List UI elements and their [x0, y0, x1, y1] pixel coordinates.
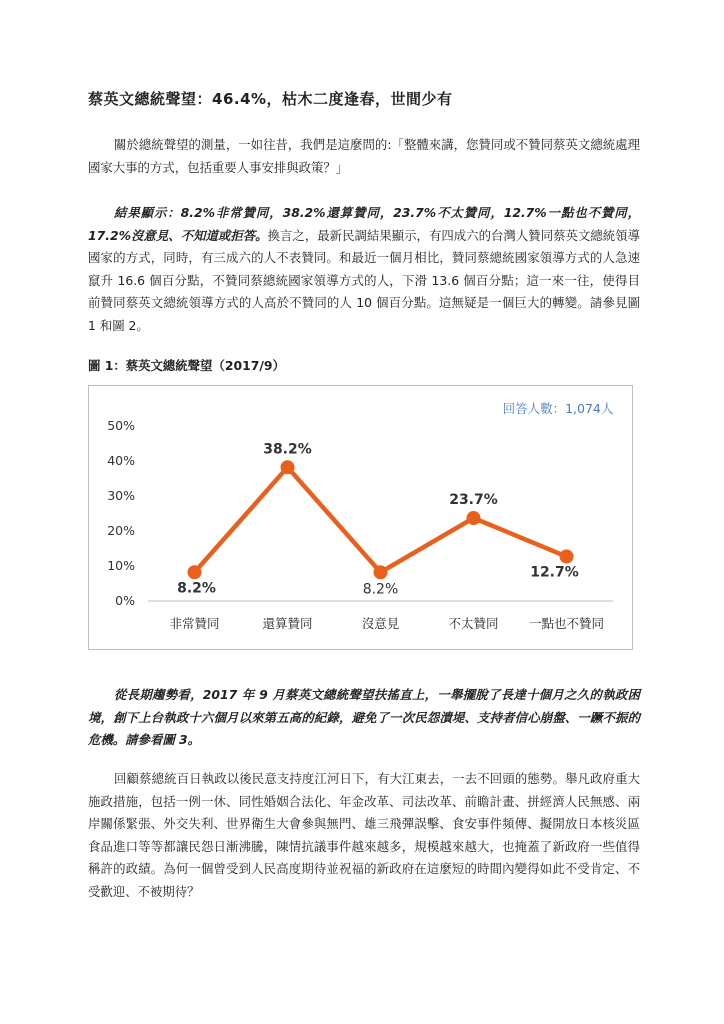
x-tick-label: 不太贊同	[448, 616, 499, 631]
x-tick-label: 一點也不贊同	[528, 616, 605, 631]
data-label: 38.2%	[263, 441, 312, 458]
paragraph-trend: 從長期趨勢看，2017 年 9 月蔡英文總統聲望扶搖直上，一舉擺脫了長達十個月之久的執政困境，創下上台執政十六個月以來第五高的紀錄，避免了一次民怨潰堤、支持者信心崩盤、一蹶不振的危機。請參看圖 3。	[88, 687, 640, 747]
y-tick-label: 40%	[107, 453, 135, 468]
x-tick-label: 沒意見	[361, 616, 400, 631]
figure-caption: 圖 1：蔡英文總統聲望（2017/9）	[88, 358, 285, 373]
page-title: 蔡英文總統聲望：46.4%，枯木二度逢春，世間少有	[88, 90, 453, 108]
paragraph-results	[88, 202, 640, 337]
chart-frame	[89, 386, 633, 650]
x-tick-label: 非常贊同	[169, 616, 220, 631]
data-label: 8.2%	[177, 580, 216, 597]
y-tick-label: 20%	[107, 523, 135, 538]
paragraph-review: 回顧蔡總統百日執政以後民意支持度江河日下，有大江東去，一去不回頭的態勢。舉凡政府重大施政措施，包括一例一休、同性婚姻合法化、年金改革、司法改革、前瞻計畫、拼經濟人民無感、兩岸關係緊張、外交失利、世界衛生大會參與無門、雄三飛彈誤擊、食安事件頻傳、擬開放日本核災區食品進口等等都讓民怨日漸沸騰，陳情抗議事件越來越多，規模越來越大，也掩蓋了新政府一些值得稱許的政績。為何一個曾受到人民高度期待並祝福的新政府在這麼短的時間內變得如此不受肯定、不受歡迎、不被期待？	[88, 771, 640, 899]
data-point	[467, 511, 481, 525]
data-point	[560, 550, 574, 564]
data-point	[374, 565, 388, 579]
data-label: 23.7%	[449, 492, 498, 509]
paragraph-question: 關於總統聲望的測量，一如往昔，我們是這麼問的:「整體來講，您贊同或不贊同蔡英文總統處理國家大事的方式，包括重要人事安排與政策？」	[88, 137, 640, 175]
data-point	[188, 565, 202, 579]
x-tick-label: 還算贊同	[262, 616, 313, 631]
y-tick-label: 0%	[115, 593, 135, 608]
data-point	[281, 460, 295, 474]
approval-chart	[88, 385, 633, 650]
results-text: 換言之，最新民調結果顯示，有四成六的台灣人贊同蔡英文總統領導國家的方式，同時，有三成六的人不表贊同。和最近一個月相比，贊同蔡總統國家領導方式的人急速竄升 16.6 個百分點，不贊同蔡總統國家領導方式的人，下滑 13.6 個百分點；這一來一往，使得目前贊同蔡英文總統領導方式的人高於不贊同的人 10 個百分點。這無疑是一個巨大的轉變。請參見圖 1 和圖 2。	[88, 227, 640, 333]
data-label: 12.7%	[530, 564, 579, 581]
y-tick-label: 10%	[107, 558, 135, 573]
approval-chart-svg	[88, 385, 633, 650]
data-label: 8.2%	[362, 581, 399, 598]
y-tick-label: 50%	[107, 418, 135, 433]
respondents-annotation: 回答人數：1,074人	[502, 401, 614, 416]
results-emphasis: 結果顯示：8.2%非常贊同，38.2%還算贊同，23.7%不太贊同，12.7%一點也不贊同，17.2%沒意見、不知道或拒答。	[88, 205, 640, 243]
y-tick-label: 30%	[107, 488, 135, 503]
